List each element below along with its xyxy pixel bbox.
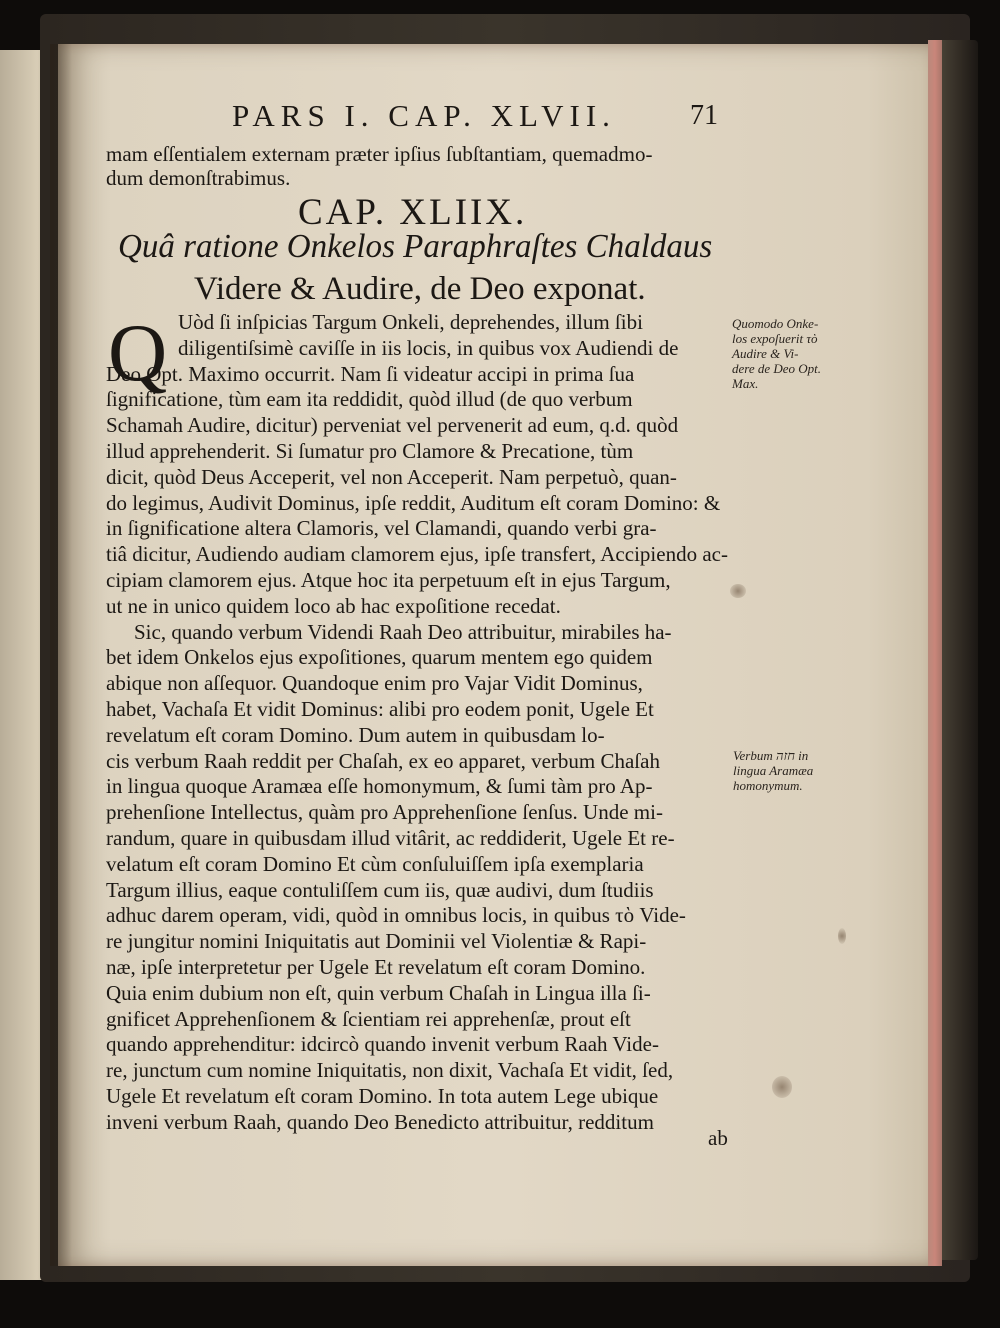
gutter-shadow <box>50 44 72 1266</box>
drop-cap: Q <box>108 307 168 398</box>
body-line: diligentiſsimè caviſſe in iis locis, in quibus vox Audiendi de <box>178 335 679 360</box>
body-line: Sic, quando verbum Videndi Raah Deo attribuitur, mirabiles ha- <box>134 619 672 644</box>
ink-speck <box>772 1076 792 1098</box>
body-line: tiâ dicitur, Audiendo audiam clamorem ejus, ipſe transfert, Accipiendo ac- <box>106 542 728 567</box>
chapter-title-line1: Quâ ratione Onkelos Paraphraſtes Chaldaus <box>118 228 713 265</box>
body-line: re, junctum cum nomine Iniquitatis, non dixit, Vachaſa Et vidit, ſed, <box>106 1058 674 1083</box>
chapter-heading: CAP. XLIIX. <box>298 192 528 233</box>
body-line: cipiam clamorem ejus. Atque hoc ita perpetuum eſt in ejus Targum, <box>106 568 671 592</box>
body-line: Targum illius, eaque contuliſſem cum iis, quæ audivi, dum ſtudiis <box>106 877 654 902</box>
body-line: prehenſione Intellectus, quàm pro Apprehenſione ſenſus. Unde mi- <box>106 800 663 825</box>
running-title: PARS I. CAP. XLVII. <box>232 98 616 133</box>
ink-speck <box>838 928 846 944</box>
body-line: abique non aſſequor. Quandoque enim pro Vajar Vidit Dominus, <box>106 671 643 696</box>
body-line: do legimus, Audivit Dominus, ipſe reddit, Auditum eſt coram Domino: & <box>106 490 721 515</box>
body-line: revelatum eſt coram Domino. Dum autem in quibusdam lo- <box>106 722 605 747</box>
body-line: Quia enim dubium non eſt, quin verbum Chaſah in Lingua illa ſi- <box>106 980 651 1005</box>
ink-speck <box>730 584 746 598</box>
chapter-title-line2: Videre & Audire, de Deo exponat. <box>194 271 646 307</box>
body-line: in ſignificatione altera Clamoris, vel Clamandi, quando verbi gra- <box>106 516 657 541</box>
body-line: dum demonſtrabimus. <box>106 166 291 190</box>
body-line: inveni verbum Raah, quando Deo Benedicto attribuitur, redditum <box>106 1109 654 1134</box>
margin-note-line: Max. <box>732 376 759 391</box>
margin-note-line: los expoſuerit τὸ <box>732 331 818 346</box>
page-fore-edge <box>928 40 942 1266</box>
body-line: Ugele Et revelatum eſt coram Domino. In tota autem Lege ubique <box>106 1084 659 1108</box>
book-spine-edge <box>938 40 978 1260</box>
body-line: illud apprehenderit. Si ſumatur pro Clamore & Precatione, tùm <box>106 439 634 463</box>
body-line: Deo Opt. Maximo occurrit. Nam ſi videatur accipi in prima ſua <box>106 361 635 386</box>
margin-note-line: Verbum חזה in <box>733 748 809 763</box>
body-line: adhuc darem operam, vidi, quòd in omnibus locis, in quibus τὸ Vide- <box>106 903 686 928</box>
margin-note-line: Audire & Vi- <box>732 346 799 361</box>
margin-note-line: homonymum. <box>733 778 803 793</box>
body-line: Uòd ſi inſpicias Targum Onkeli, deprehendes, illum ſibi <box>178 310 643 334</box>
margin-note-line: lingua Aramæa <box>733 763 814 778</box>
body-line: gnificet Apprehenſionem & ſcientiam rei apprehenſæ, prout eſt <box>106 1006 631 1031</box>
body-line: Schamah Audire, dicitur) perveniat vel pervenerit ad eum, q.d. quòd <box>106 413 679 438</box>
body-line: velatum eſt coram Domino Et cùm conſuluiſſem ipſa exemplaria <box>106 851 644 876</box>
body-line: habet, Vachaſa Et vidit Dominus: alibi pro eodem ponit, Ugele Et <box>106 697 654 721</box>
body-line: randum, quare in quibusdam illud vitârit, ac reddiderit, Ugele Et re- <box>106 826 675 850</box>
body-line: re jungitur nomini Iniquitatis aut Dominii vel Violentiæ & Rapi- <box>106 929 647 954</box>
margin-note-line: dere de Deo Opt. <box>732 361 822 376</box>
body-line: cis verbum Raah reddit per Chaſah, ex eo apparet, verbum Chaſah <box>106 748 660 773</box>
body-line: mam eſſentialem externam præter ipſius ſubſtantiam, quemadmo- <box>106 142 653 166</box>
body-line: in lingua quoque Aramæa eſſe homonymum, & ſumi tàm pro Ap- <box>106 774 653 799</box>
body-line: ut ne in unico quidem loco ab hac expoſitione recedat. <box>106 593 561 618</box>
page-number: 71 <box>690 100 718 131</box>
body-line: ſignificatione, tùm eam ita reddidit, quòd illud (de quo verbum <box>106 387 633 412</box>
body-line: næ, ipſe interpretetur per Ugele Et revelatum eſt coram Domino. <box>106 955 646 979</box>
body-line: quando apprehenditur: idcircò quando invenit verbum Raah Vide- <box>106 1032 659 1057</box>
body-line: bet idem Onkelos ejus expoſitiones, quarum mentem ego quidem <box>106 645 653 670</box>
catchword: ab <box>708 1126 728 1150</box>
margin-note-line: Quomodo Onke- <box>732 316 819 331</box>
body-line: dicit, quòd Deus Acceperit, vel non Acceperit. Nam perpetuò, quan- <box>106 464 677 489</box>
